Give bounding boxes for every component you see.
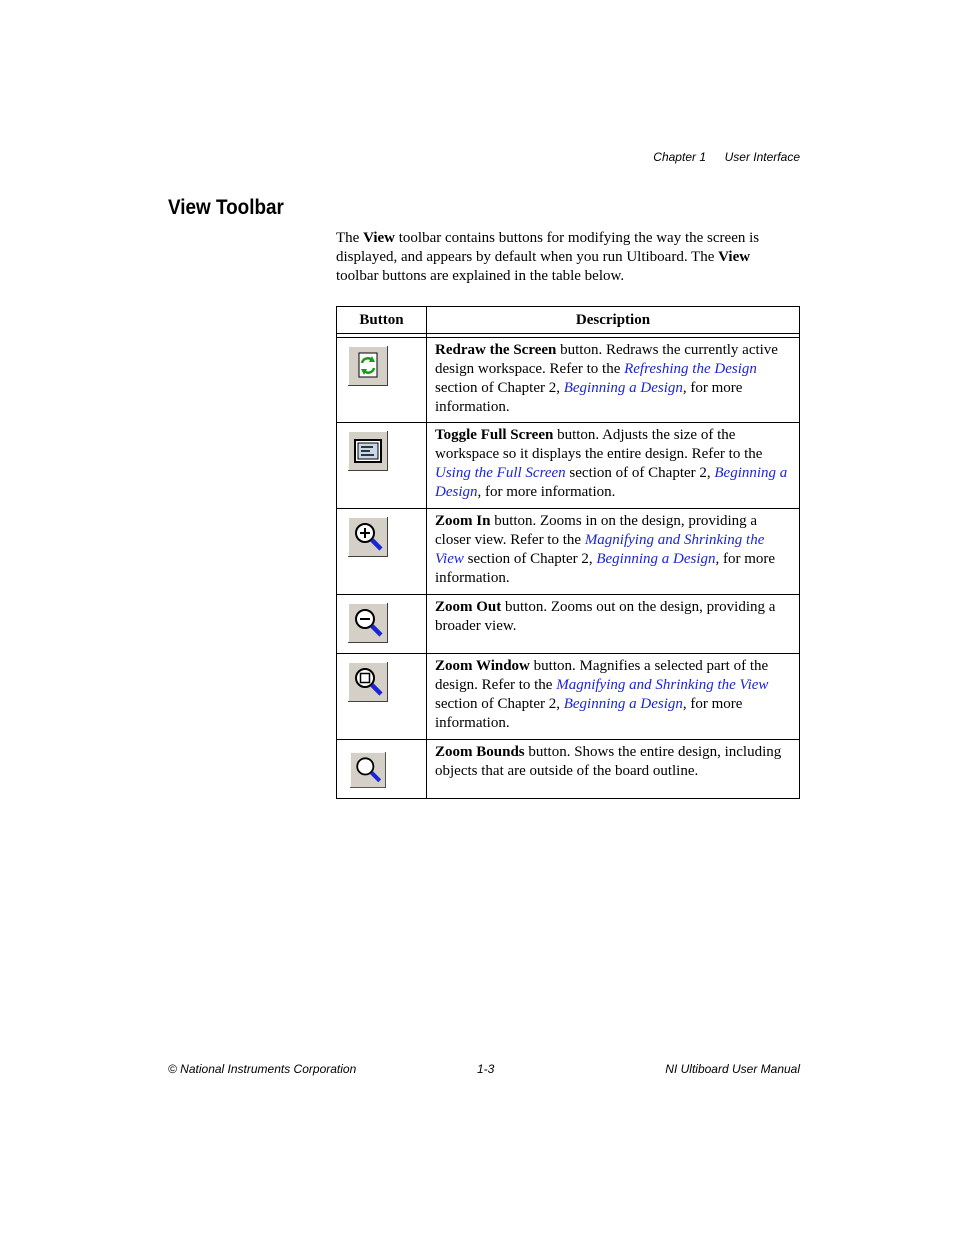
- link-beginning-a-design[interactable]: Beginning a Design: [596, 551, 716, 567]
- header-section: User Interface: [724, 150, 800, 164]
- section-title: View Toolbar: [168, 196, 284, 219]
- link-beginning-a-design[interactable]: Beginning a Design: [435, 465, 788, 500]
- redraw-icon: [348, 346, 388, 386]
- intro-text-3: toolbar buttons are explained in the table below.: [336, 268, 625, 284]
- footer-page-number: 1-3: [477, 1062, 495, 1076]
- table-row: [337, 654, 800, 740]
- column-header-button: Button: [337, 307, 427, 334]
- zoom-bounds-icon: [350, 752, 386, 788]
- intro-text-1: The: [336, 230, 364, 246]
- link-magnifying-and-shrinking-the-view[interactable]: Magnifying and Shrinking the View: [435, 532, 765, 567]
- intro-text-2: toolbar contains buttons for modifying the way the screen is displayed, and appears by default when you run Ultiboard. The: [336, 230, 760, 265]
- full-screen-icon: [348, 431, 388, 471]
- footer-manual-title: NI Ultiboard User Manual: [665, 1062, 800, 1076]
- view-toolbar-table: [336, 306, 800, 799]
- table-row: [337, 595, 800, 654]
- table-row: [337, 509, 800, 595]
- link-using-the-full-screen[interactable]: Using the Full Screen: [435, 465, 566, 481]
- column-header-description: Description: [427, 307, 800, 334]
- row-description: Zoom Bounds button. Shows the entire design, including objects that are outside of the board outline.: [427, 740, 800, 799]
- intro-bold-view-2: View: [718, 249, 751, 265]
- running-header: [0, 150, 800, 166]
- zoom-out-icon: [348, 603, 388, 643]
- intro-paragraph: [336, 229, 786, 286]
- table-row: [337, 338, 800, 423]
- footer-copyright: © National Instruments Corporation: [168, 1062, 357, 1076]
- zoom-in-icon: [348, 517, 388, 557]
- link-beginning-a-design[interactable]: Beginning a Design: [563, 696, 683, 712]
- link-magnifying-and-shrinking-the-view[interactable]: Magnifying and Shrinking the View: [556, 677, 769, 693]
- table-header-row: [337, 307, 800, 334]
- header-chapter: Chapter 1: [653, 150, 706, 164]
- table-row: [337, 740, 800, 799]
- zoom-window-icon: [348, 662, 388, 702]
- link-refreshing-the-design[interactable]: Refreshing the Design: [624, 361, 757, 377]
- row-description: Redraw the Screen button. Redraws the currently active design workspace. Refer to the Refreshing the Design section of Chapter 2, Beginning a Design, for more information.: [427, 338, 800, 423]
- row-description: Zoom Out button. Zooms out on the design, providing a broader view.: [427, 595, 800, 654]
- link-beginning-a-design[interactable]: Beginning a Design: [563, 380, 683, 396]
- table-row: [337, 423, 800, 509]
- row-description: Toggle Full Screen button. Adjusts the size of the workspace so it displays the entire design. Refer to the Using the Full Screen section of of Chapter 2, Beginning a Design, for more information.: [427, 423, 800, 509]
- intro-bold-view-1: View: [363, 230, 396, 246]
- row-description: Zoom In button. Zooms in on the design, providing a closer view. Refer to the Magnifying and Shrinking the View section of Chapter 2, Beginning a Design, for more information.: [427, 509, 800, 595]
- row-description: Zoom Window button. Magnifies a selected part of the design. Refer to the Magnifying and Shrinking the View section of Chapter 2, Beginning a Design, for more information.: [427, 654, 800, 740]
